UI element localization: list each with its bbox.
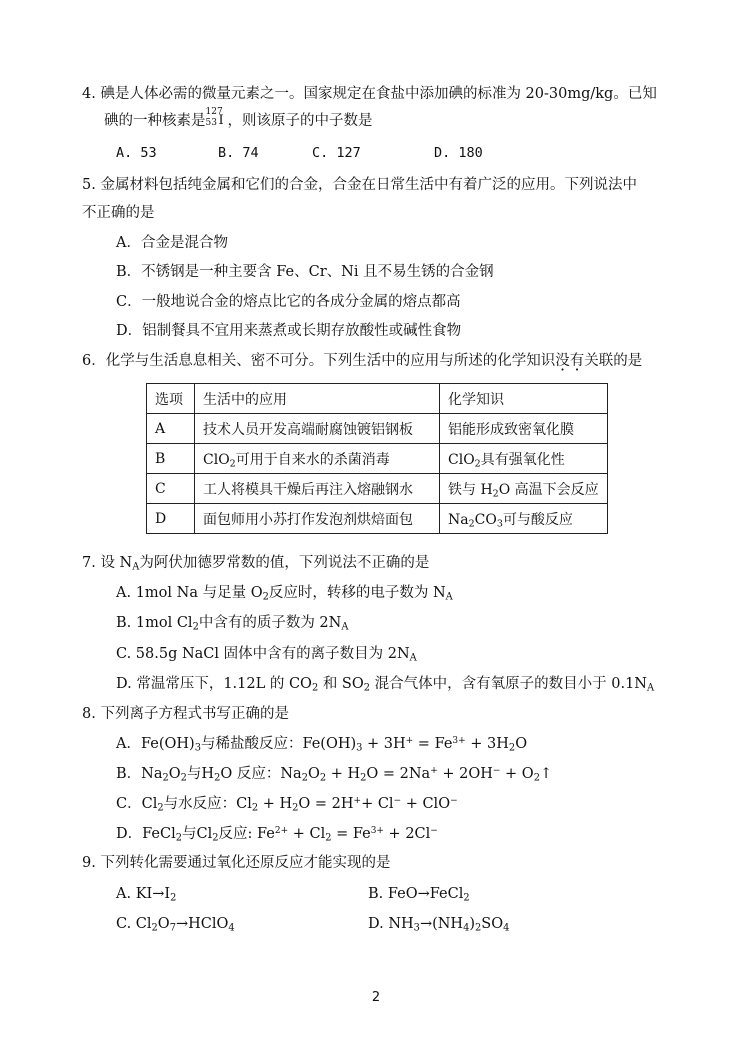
row-b-application: ClO$_2$可用于自来水的杀菌消毒	[195, 444, 440, 474]
q4-option-b: B. 74	[218, 145, 259, 161]
row-a-knowledge: 铝能形成致密氧化膜	[440, 414, 608, 444]
page-number: 2	[371, 990, 381, 1005]
q9-stem: 9. 下列转化需要通过氧化还原反应才能实现的是	[82, 855, 391, 871]
q9-option-c: C. $Cl_2O_7\to HClO_4$	[116, 916, 235, 934]
row-d-knowledge: $Na_2CO_3$可与酸反应	[440, 504, 608, 534]
table-row	[147, 414, 608, 444]
q4-stem-line2	[104, 107, 373, 131]
q9-option-b: B. FeO→FeCl$_2$	[368, 886, 470, 904]
nuclide-mass-number: 127	[205, 107, 223, 117]
q4-option-c: C. 127	[312, 145, 361, 161]
q7-option-d: D. 常温常压下，1.12L 的 $CO_2$ 和 $SO_2$ 混合气体中，含有氧原子的数目小于 $0.1N_A$	[116, 676, 655, 694]
q6-stem	[82, 351, 642, 371]
q6-emphasis-char-1: 没	[555, 353, 570, 369]
q6-table	[146, 383, 608, 534]
q8-option-d: D．FeCl$_2$与$Cl_2$反应: $Fe^{2+} + Cl_2 = Fe^{3+} + 2Cl^-$	[116, 826, 438, 844]
q4-stem-line2-pre: 碘的一种核素是	[104, 113, 206, 129]
q7-stem: 7. 设 $N_A$为阿伏加德罗常数的值，下列说法不正确的是	[82, 555, 430, 573]
header-application: 生活中的应用	[195, 384, 440, 414]
iodine-nuclide	[205, 107, 228, 131]
q4-option-d: D. 180	[434, 145, 483, 161]
q4-stem-line2-post: ，则该原子的中子数是	[227, 113, 373, 129]
q9-option-a: A. $KI\to I_2$	[116, 886, 177, 904]
q7-option-a: A. 1mol Na 与足量 $O_2$反应时，转移的电子数为 $N_A$	[116, 585, 453, 603]
q6-stem-pre: 6．化学与生活息息相关、密不可分。下列生活中的应用与所述的化学知识	[82, 353, 556, 369]
row-a-application: 技术人员开发高端耐腐蚀镀铝钢板	[195, 414, 440, 444]
row-b-option: B	[147, 444, 195, 474]
q5-option-c: C．一般地说合金的熔点比它的各成分金属的熔点都高	[116, 294, 461, 310]
row-c-option: C	[147, 474, 195, 504]
table-row	[147, 504, 608, 534]
row-b-knowledge: ClO$_2$具有强氧化性	[440, 444, 608, 474]
table-header-row	[147, 384, 608, 414]
q5-stem-line2: 不正确的是	[82, 205, 155, 221]
table-row	[147, 444, 608, 474]
row-a-option: A	[147, 414, 195, 444]
q5-stem-line1: 5. 金属材料包括纯金属和它们的合金，合金在日常生活中有着广泛的应用。下列说法中	[82, 177, 637, 193]
q8-option-a: A．$Fe(OH)_3$与稀盐酸反应：$Fe(OH)_3 + 3H^+ = Fe^{3+} + 3H_2O$	[116, 736, 528, 754]
q4-stem-line1: 4. 碘是人体必需的微量元素之一。国家规定在食盐中添加碘的标准为 20-30mg/kg。已知	[82, 86, 657, 102]
q6-stem-post: 关联的是	[584, 353, 643, 369]
header-option: 选项	[147, 384, 195, 414]
q6-emphasis-char-2: 有	[569, 353, 585, 369]
row-c-knowledge: 铁与 $H_2O$ 高温下会反应	[440, 474, 608, 504]
q8-option-c: C．$Cl_2$与水反应：$Cl_2 + H_2O = 2H^++ Cl^- + ClO^-$	[116, 796, 458, 814]
q5-option-d: D．铝制餐具不宜用来蒸煮或长期存放酸性或碱性食物	[116, 323, 462, 339]
row-d-application: 面包师用小苏打作发泡剂烘焙面包	[195, 504, 440, 534]
q8-stem: 8. 下列离子方程式书写正确的是	[82, 706, 289, 722]
q7-option-c: C. 58.5g NaCl 固体中含有的离子数目为 $2N_A$	[116, 646, 417, 664]
row-d-option: D	[147, 504, 195, 534]
q5-option-b: B．不锈钢是一种主要含 Fe、Cr、Ni 且不易生锈的合金钢	[116, 264, 494, 280]
nuclide-atomic-number: 53	[205, 118, 217, 128]
q8-option-b: B．$Na_2O_2$与$H_2O$ 反应：$Na_2O_2 + H_2O = 2Na^+ + 2OH^-$ + $O_2↑$	[116, 766, 553, 784]
header-knowledge: 化学知识	[440, 384, 608, 414]
row-c-application: 工人将模具干燥后再注入熔融钢水	[195, 474, 440, 504]
q7-option-b: B. 1mol $Cl_2$中含有的质子数为 $2N_A$	[116, 615, 349, 633]
q4-option-a: A. 53	[116, 145, 157, 161]
q5-option-a: A．合金是混合物	[116, 235, 228, 251]
q9-option-d: D. $NH_3\to(NH_4)_2SO_4$	[368, 916, 510, 934]
nuclide-symbol: I	[218, 113, 224, 128]
table-row	[147, 474, 608, 504]
